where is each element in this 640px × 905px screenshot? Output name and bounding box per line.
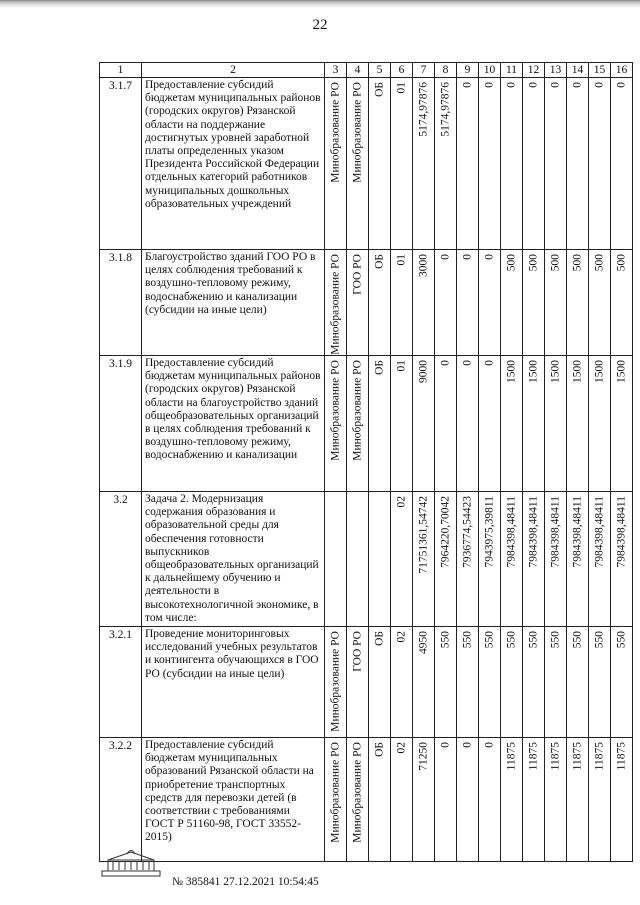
year-9-cell: [457, 250, 479, 356]
year-16-cell: [611, 492, 633, 627]
total-value: 5174,97876: [417, 82, 429, 137]
year-12-cell: [523, 492, 545, 627]
year-8-value: 550: [439, 631, 451, 649]
year-14-cell: [567, 627, 589, 738]
target-code-cell: [391, 738, 413, 862]
year-11-cell: [501, 250, 523, 356]
year-8-value: 5174,97876: [439, 82, 451, 137]
column-header: 13: [545, 63, 567, 78]
government-building-stamp-icon: [100, 848, 164, 878]
target-code-cell: [391, 250, 413, 356]
budget-source-value: ОБ: [373, 360, 385, 375]
total-value: 71250: [417, 742, 429, 771]
recipient-cell: [347, 492, 369, 627]
table-row: [100, 627, 633, 738]
target-code-cell: [391, 627, 413, 738]
recipient-cell: [347, 250, 369, 356]
year-9-value: 0: [461, 254, 473, 260]
year-13-value: 0: [549, 82, 561, 88]
year-16-value: 1500: [615, 360, 627, 383]
year-16-cell: [611, 78, 633, 250]
total-cell: [413, 78, 435, 250]
total-value: 71751361,54742: [417, 496, 429, 574]
column-header: 9: [457, 63, 479, 78]
total-cell: [413, 738, 435, 862]
item-number-cell: 3.1.9: [100, 356, 142, 492]
year-12-cell: [523, 627, 545, 738]
year-16-value: 550: [615, 631, 627, 649]
item-name-cell: Предоставление субсидий бюджетам муниципальных районов (городских округов) Рязанской области на благоустройство зданий общеобразовательных организаций в целях соблюдения требований к воздушно-тепловому режиму, водоснабжению и канализации: [142, 356, 325, 492]
item-number-cell: 3.1.8: [100, 250, 142, 356]
stamp-area: [100, 848, 380, 898]
total-value: 4950: [417, 631, 429, 655]
recipient-cell: [347, 738, 369, 862]
executor-value: Минобразование РО: [329, 360, 341, 461]
year-13-value: 550: [549, 631, 561, 649]
year-12-value: 7984398,48411: [527, 496, 539, 568]
executor-cell: [325, 627, 347, 738]
year-15-value: 500: [593, 254, 605, 272]
year-10-cell: [479, 78, 501, 250]
year-8-cell: [435, 356, 457, 492]
year-9-value: 7936774,54423: [461, 496, 473, 568]
table-row: [100, 78, 633, 250]
target-code-value: 02: [395, 742, 407, 754]
year-15-value: 0: [593, 82, 605, 88]
year-15-cell: [589, 78, 611, 250]
year-12-value: 1500: [527, 360, 539, 383]
year-13-cell: [545, 250, 567, 356]
budget-source-value: ОБ: [373, 82, 385, 97]
year-10-cell: [479, 492, 501, 627]
year-8-value: 0: [439, 742, 451, 748]
year-10-value: 7943975,39811: [483, 496, 495, 568]
target-code-cell: [391, 356, 413, 492]
budget-source-value: ОБ: [373, 631, 385, 646]
year-16-value: 0: [615, 82, 627, 88]
column-header: 6: [391, 63, 413, 78]
document-id-timestamp: № 385841 27.12.2021 10:54:45: [172, 876, 319, 888]
item-name-cell: Задача 2. Модернизация содержания образования и образовательной среды для обеспечения готовности выпускников общеобразовательных организаций к дальнейшему обучению и деятельности в высокотехнологичной экономике, в том числе:: [142, 492, 325, 627]
year-15-cell: [589, 492, 611, 627]
recipient-cell: [347, 356, 369, 492]
year-14-cell: [567, 356, 589, 492]
item-name-cell: Предоставление субсидий бюджетам муниципальных районов (городских округов) Рязанской области на поддержание достигнутых уровней заработной платы определенных указом Президента Российской Федерации отдельных категорий работников муниципальных дошкольных образовательных учреждений: [142, 78, 325, 250]
year-11-value: 7984398,48411: [505, 496, 517, 568]
year-11-cell: [501, 738, 523, 862]
year-14-cell: [567, 492, 589, 627]
recipient-cell: [347, 78, 369, 250]
year-10-value: 0: [483, 360, 495, 366]
budget-source-cell: [369, 738, 391, 862]
year-11-cell: [501, 492, 523, 627]
year-10-cell: [479, 250, 501, 356]
year-9-value: 0: [461, 82, 473, 88]
budget-table: [99, 62, 633, 862]
item-number-cell: 3.1.7: [100, 78, 142, 250]
year-14-value: 550: [571, 631, 583, 649]
year-13-value: 1500: [549, 360, 561, 383]
year-13-cell: [545, 738, 567, 862]
recipient-cell: [347, 627, 369, 738]
target-code-cell: [391, 492, 413, 627]
header-row: [100, 63, 633, 78]
target-code-value: 02: [395, 631, 407, 643]
year-12-value: 11875: [527, 742, 539, 771]
page-number: 22: [312, 17, 328, 33]
year-14-cell: [567, 738, 589, 862]
column-header: 1: [100, 63, 142, 78]
year-13-value: 7984398,48411: [549, 496, 561, 568]
total-cell: [413, 492, 435, 627]
year-16-cell: [611, 356, 633, 492]
year-14-value: 7984398,48411: [571, 496, 583, 568]
year-16-cell: [611, 250, 633, 356]
recipient-value: ГОО РО: [351, 631, 363, 672]
year-9-value: 0: [461, 360, 473, 366]
year-16-cell: [611, 627, 633, 738]
year-11-cell: [501, 78, 523, 250]
column-header: 4: [347, 63, 369, 78]
table-row: [100, 356, 633, 492]
year-8-cell: [435, 78, 457, 250]
total-value: 3000: [417, 254, 429, 277]
executor-cell: [325, 250, 347, 356]
recipient-value: ГОО РО: [351, 254, 363, 295]
year-13-cell: [545, 356, 567, 492]
target-code-value: 01: [395, 254, 407, 266]
year-15-value: 7984398,48411: [593, 496, 605, 568]
item-number-cell: 3.2.2: [100, 738, 142, 862]
year-16-cell: [611, 738, 633, 862]
executor-cell: [325, 738, 347, 862]
year-15-cell: [589, 250, 611, 356]
year-9-cell: [457, 356, 479, 492]
executor-value: Минобразование РО: [329, 254, 341, 355]
year-12-cell: [523, 738, 545, 862]
executor-cell: [325, 78, 347, 250]
column-header: 11: [501, 63, 523, 78]
year-14-value: 11875: [571, 742, 583, 771]
year-15-cell: [589, 738, 611, 862]
budget-source-cell: [369, 627, 391, 738]
year-14-cell: [567, 78, 589, 250]
total-value: 9000: [417, 360, 429, 383]
executor-value: Минобразование РО: [329, 631, 341, 732]
year-12-cell: [523, 356, 545, 492]
item-number-cell: 3.2: [100, 492, 142, 627]
budget-source-cell: [369, 78, 391, 250]
column-header: 15: [589, 63, 611, 78]
year-15-value: 11875: [593, 742, 605, 771]
year-8-value: 0: [439, 360, 451, 366]
recipient-value: Минобразование РО: [351, 360, 363, 461]
budget-source-cell: [369, 250, 391, 356]
column-header: 10: [479, 63, 501, 78]
year-14-cell: [567, 250, 589, 356]
year-12-value: 550: [527, 631, 539, 649]
year-10-value: 0: [483, 82, 495, 88]
year-15-cell: [589, 356, 611, 492]
item-name-cell: Предоставление субсидий бюджетам муниципальных образований Рязанской области на приобретение транспортных средств для перевозки детей (в соответствии с требованиями ГОСТ Р 51160-98, ГОСТ 33552-2015): [142, 738, 325, 862]
year-15-cell: [589, 627, 611, 738]
budget-source-cell: [369, 356, 391, 492]
table-row: [100, 492, 633, 627]
year-12-value: 0: [527, 82, 539, 88]
target-code-value: 02: [395, 496, 407, 508]
year-16-value: 7984398,48411: [615, 496, 627, 568]
item-name-cell: Благоустройство зданий ГОО РО в целях соблюдения требований к воздушно-тепловому режиму, водоснабжению и канализации (субсидии на иные цели): [142, 250, 325, 356]
year-8-cell: [435, 250, 457, 356]
year-10-cell: [479, 627, 501, 738]
target-code-value: 01: [395, 82, 407, 94]
executor-cell: [325, 492, 347, 627]
table-row: [100, 738, 633, 862]
year-14-value: 0: [571, 82, 583, 88]
budget-source-cell: [369, 492, 391, 627]
year-16-value: 500: [615, 254, 627, 272]
column-header: 7: [413, 63, 435, 78]
year-15-value: 550: [593, 631, 605, 649]
total-cell: [413, 627, 435, 738]
year-11-value: 0: [505, 82, 517, 88]
year-10-value: 0: [483, 254, 495, 260]
year-13-value: 11875: [549, 742, 561, 771]
year-11-cell: [501, 627, 523, 738]
budget-source-value: ОБ: [373, 742, 385, 757]
year-11-value: 500: [505, 254, 517, 272]
year-8-cell: [435, 492, 457, 627]
target-code-cell: [391, 78, 413, 250]
year-11-value: 550: [505, 631, 517, 649]
recipient-value: Минобразование РО: [351, 742, 363, 843]
column-header: 16: [611, 63, 633, 78]
year-9-cell: [457, 627, 479, 738]
year-16-value: 11875: [615, 742, 627, 771]
executor-value: Минобразование РО: [329, 742, 341, 843]
year-12-value: 500: [527, 254, 539, 272]
year-10-value: 0: [483, 742, 495, 748]
year-13-cell: [545, 78, 567, 250]
year-8-value: 0: [439, 254, 451, 260]
year-14-value: 1500: [571, 360, 583, 383]
year-13-value: 500: [549, 254, 561, 272]
year-15-value: 1500: [593, 360, 605, 383]
year-10-value: 550: [483, 631, 495, 649]
scan-top-edge: [0, 0, 640, 8]
year-12-cell: [523, 250, 545, 356]
year-9-cell: [457, 738, 479, 862]
year-9-cell: [457, 78, 479, 250]
year-10-cell: [479, 738, 501, 862]
item-number-cell: 3.2.1: [100, 627, 142, 738]
table-row: [100, 250, 633, 356]
year-9-value: 550: [461, 631, 473, 649]
year-12-cell: [523, 78, 545, 250]
executor-value: Минобразование РО: [329, 82, 341, 183]
column-header: 12: [523, 63, 545, 78]
year-9-cell: [457, 492, 479, 627]
target-code-value: 01: [395, 360, 407, 372]
item-name-cell: Проведение мониторинговых исследований учебных результатов и контингента обучающихся в ГОО РО (субсидии на иные цели): [142, 627, 325, 738]
column-header: 3: [325, 63, 347, 78]
year-9-value: 0: [461, 742, 473, 748]
total-cell: [413, 356, 435, 492]
year-11-value: 11875: [505, 742, 517, 771]
column-header: 14: [567, 63, 589, 78]
year-8-value: 7964220,70042: [439, 496, 451, 568]
year-14-value: 500: [571, 254, 583, 272]
recipient-value: Минобразование РО: [351, 82, 363, 183]
column-header: 2: [142, 63, 325, 78]
executor-cell: [325, 356, 347, 492]
column-header: 8: [435, 63, 457, 78]
column-header: 5: [369, 63, 391, 78]
total-cell: [413, 250, 435, 356]
year-10-cell: [479, 356, 501, 492]
year-11-value: 1500: [505, 360, 517, 383]
year-13-cell: [545, 627, 567, 738]
year-8-cell: [435, 738, 457, 862]
budget-source-value: ОБ: [373, 254, 385, 269]
year-11-cell: [501, 356, 523, 492]
year-8-cell: [435, 627, 457, 738]
year-13-cell: [545, 492, 567, 627]
